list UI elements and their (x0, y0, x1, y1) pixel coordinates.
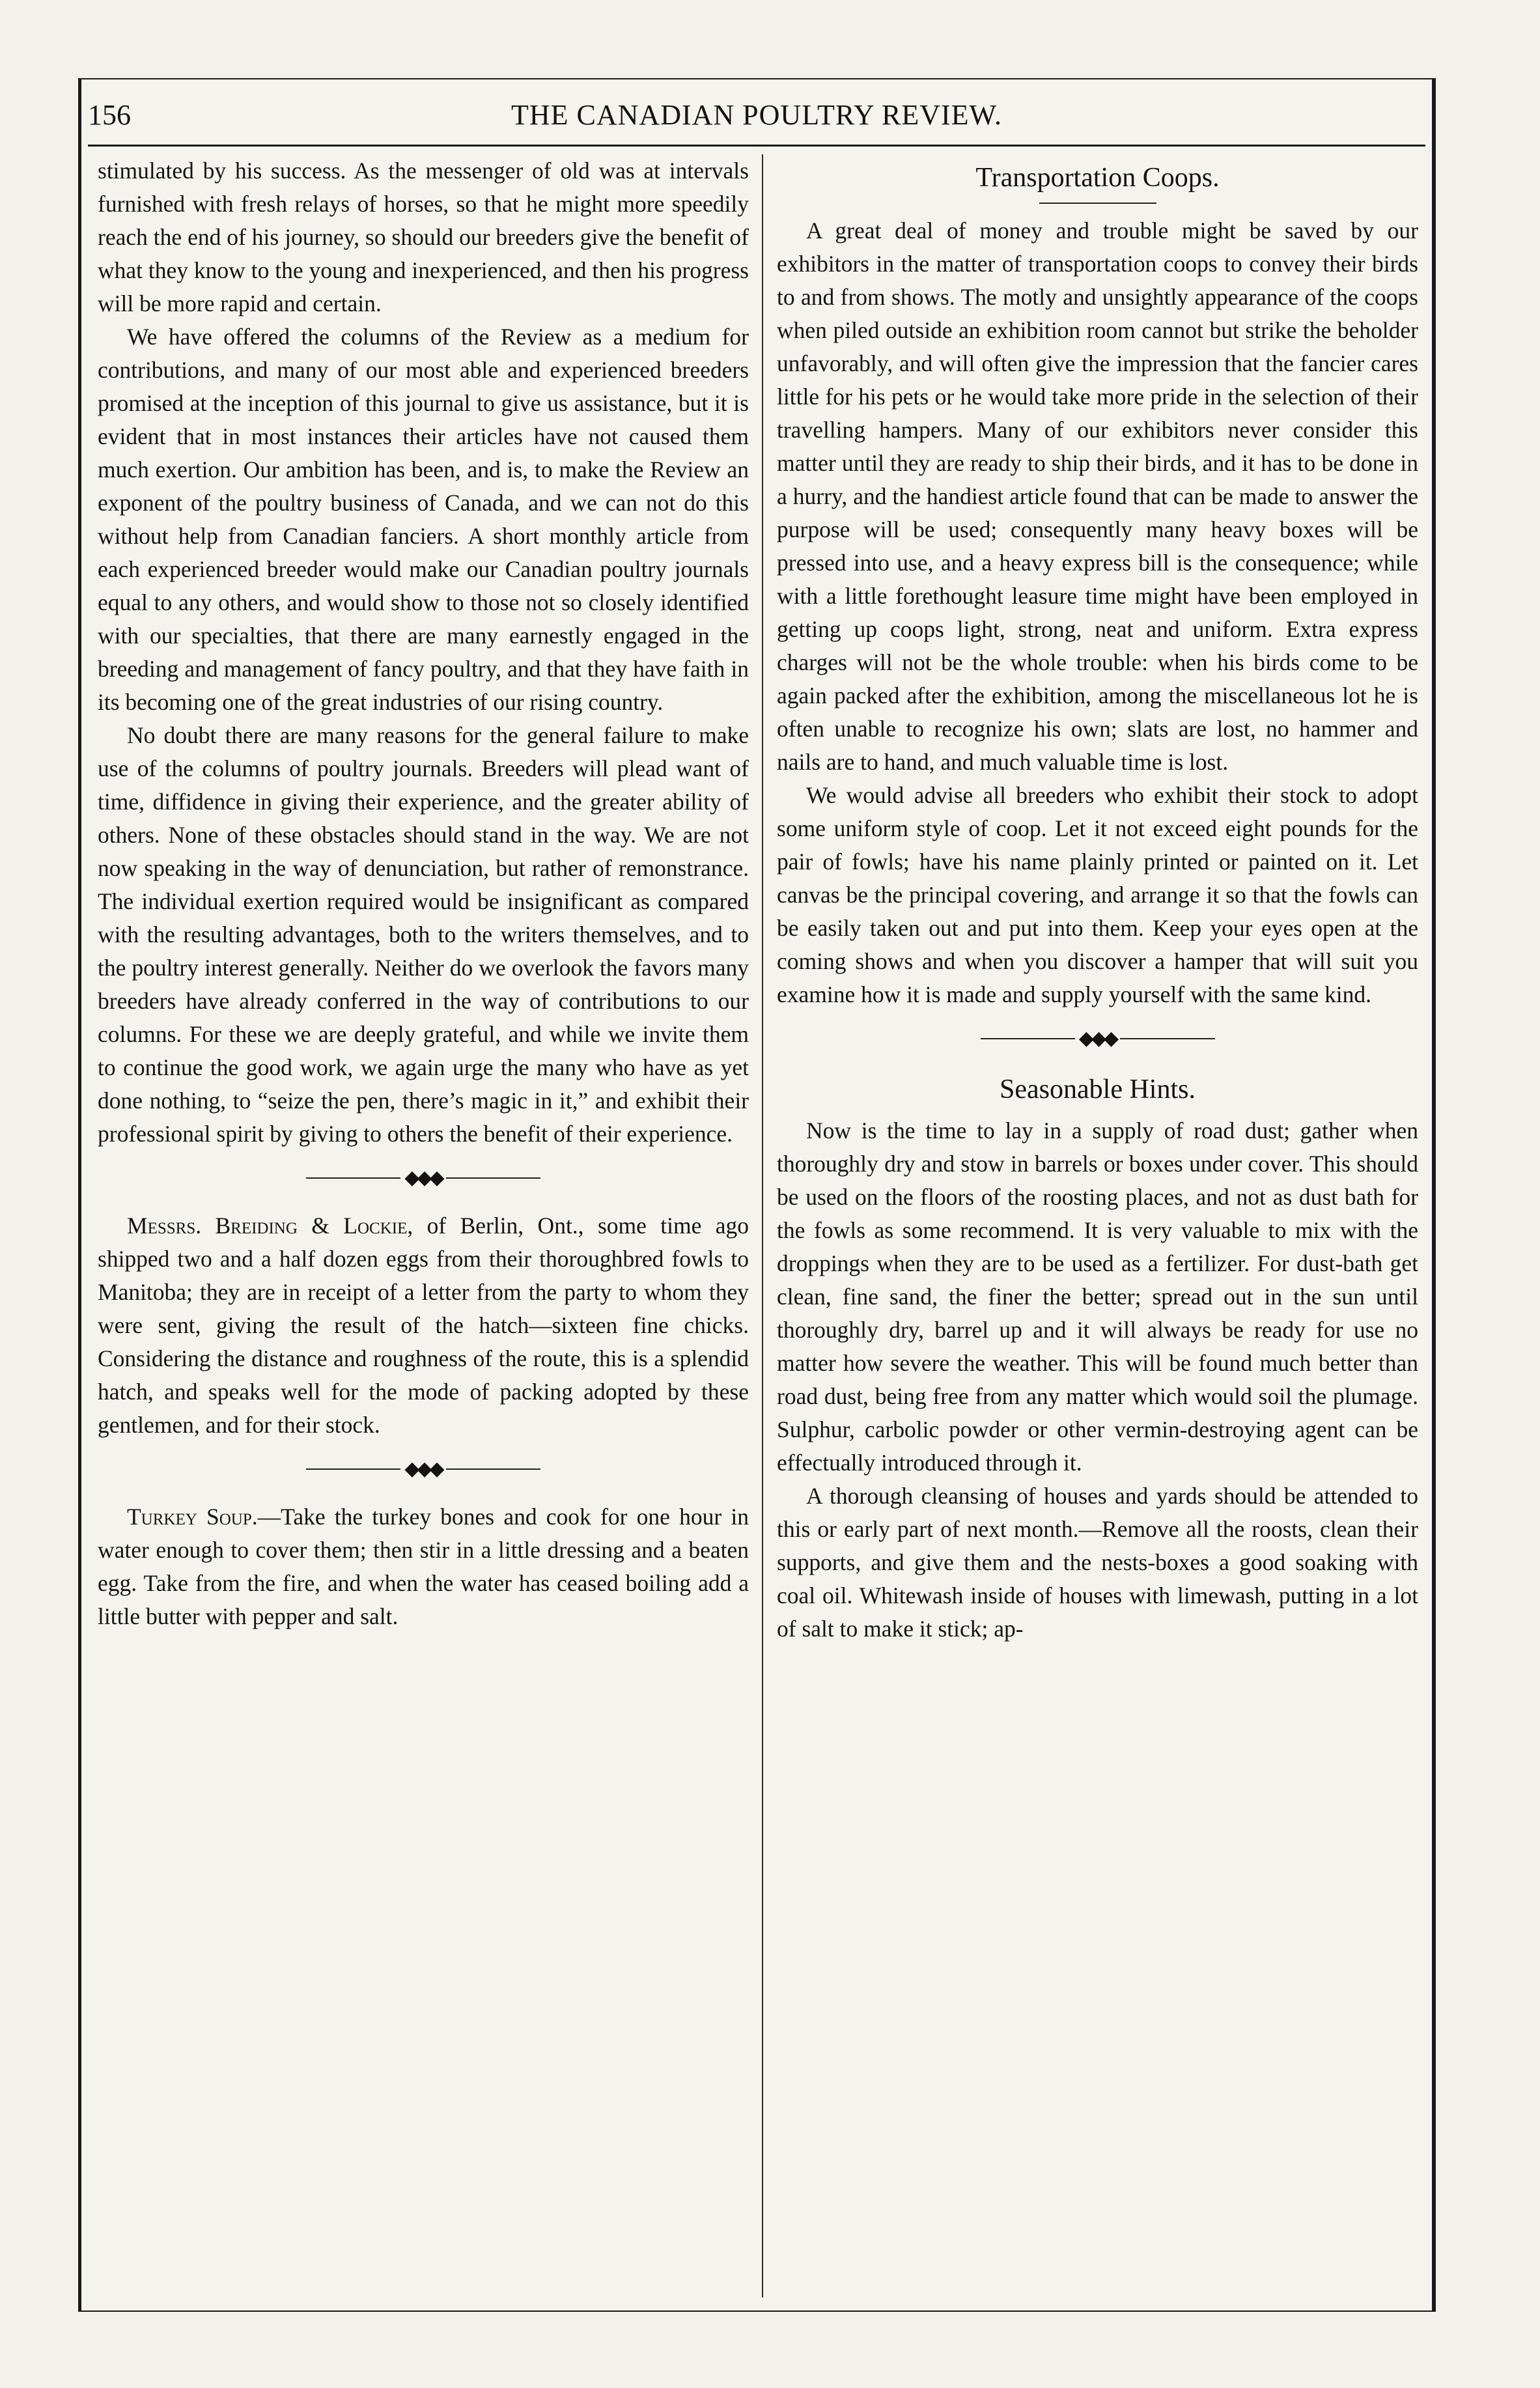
reasons-paragraph: No doubt there are many reasons for the general failure to make use of the columns of poultry journals. Breeders will plead want of time, diffidence in giving their experience, and the greater ability of others. None of these obstacles should stand in the way. We are not now speaking in the way of denunciation, but rather of remonstrance. The individual exertion required would be insignificant as compared with the resulting advantages, both to the writers themselves, and to the poultry interest generally. Neither do we overlook the favors many breeders have already conferred in the way of contributions to our columns. For these we are deeply grateful, and while we invite them to continue the good work, we again urge the many who have as yet done nothing, to “seize the pen, there’s magic in it,” and exhibit their professional spirit by giving to others the benefit of their experience. (98, 722, 749, 1147)
hints-paragraph-2: A thorough cleansing of houses and yards should be attended to this or early part of next month.—Remove all the roosts, clean their supports, and give them and the nests-boxes a good soaking with coal oil. Whitewash inside of houses with limewash, putting in a lot of salt to make it stick; ap- (777, 1483, 1418, 1642)
page (78, 78, 1436, 2312)
seasonable-hints-heading: Seasonable Hints. (1000, 1075, 1196, 1104)
messrs-body: of Berlin, Ont., some time ago shipped two and a half dozen eggs from their thoroughbred fowls to Manitoba; they are in receipt of a letter from the party to whom they were sent, giving the result of the hatch—sixteen fine chicks. Considering the distance and roughness of the route, this is a splendid hatch, and speaks well for the mode of packing adopted by these gentlemen, and for their stock. (98, 1213, 749, 1438)
right-column (777, 154, 1418, 2297)
page-number: 156 (88, 99, 131, 131)
transportation-paragraph-2: We would advise all breeders who exhibit their stock to adopt some uniform style of coop. Let it not exceed eight pounds for the pair of fowls; have his name plainly printed or painted on it. Let canvas be the principal covering, and arrange it so that the fowls can be easily taken out and put into them. Keep your eyes open at the coming shows and when you discover a hamper that will suit you examine how it is made and supply yourself with the same kind. (777, 782, 1418, 1007)
ornament-divider: ◆◆◆ (981, 1026, 1215, 1052)
transportation-heading: Transportation Coops. (975, 163, 1220, 193)
ornament-divider: ◆◆◆ (306, 1165, 540, 1191)
heading-rule (1039, 203, 1156, 204)
turkey-body: —Take the turkey bones and cook for one hour in water enough to cover them; then stir in a little dressing and a beaten egg. Take from the fire, and when the water has ceased boiling add a little butter with pepper and salt. (98, 1504, 749, 1629)
running-head (88, 92, 1425, 138)
header-rule (88, 145, 1425, 147)
turkey-soup-item (98, 1500, 749, 1633)
column-rule (762, 154, 763, 2297)
messrs-breiding-item (98, 1209, 749, 1442)
turkey-lead: Turkey Soup. (127, 1504, 258, 1530)
continued-paragraph: stimulated by his success. As the messenger of old was at intervals furnished with fresh relays of horses, so that he might more speedily reach the end of his journey, so should our breeders give the benefit of what they know to the young and inexperienced, and then his progress will be more rapid and certain. (98, 158, 749, 316)
transportation-paragraph-1: A great deal of money and trouble might be saved by our exhibitors in the matter of transportation coops to convey their birds to and from shows. The motly and unsightly appearance of the coops when piled outside an exhibition room cannot but strike the beholder unfavorably, and will often give the impression that the fancier cares little for his pets or he would take more pride in the selection of their travelling hampers. Many of our exhibitors never consider this matter until they are ready to ship their birds, and it has to be done in a hurry, and the handiest article found that can be made to answer the purpose will be used; consequently many heavy boxes will be pressed into use, and a heavy express bill is the consequence; while with a little forethought leasure time might have been employed in getting up coops light, strong, neat and uniform. Extra express charges will not be the whole trouble: when his birds come to be again packed after the exhibition, among the miscellaneous lot he is often unable to recognize his own; slats are lost, no hammer and nails are to hand, and much valuable time is lost. (777, 218, 1418, 775)
review-columns-paragraph: We have offered the columns of the Review as a medium for contributions, and many of our most able and experienced breeders promised at the inception of this journal to give us assistance, but it is evident that in most instances their articles have not caused them much exertion. Our ambition has been, and is, to make the Review an exponent of the poultry business of Canada, and we can not do this without help from Canadian fanciers. A short monthly article from each experienced breeder would make our Canadian poultry journals equal to any others, and would show to those not so closely identified with our specialties, that there are many earnestly engaged in the breeding and management of fancy poultry, and that they have faith in its becoming one of the great industries of our rising country. (98, 324, 749, 715)
messrs-lead: Messrs. Breiding & Lockie, (127, 1213, 413, 1239)
journal-title: THE CANADIAN POULTRY REVIEW. (511, 99, 1002, 131)
left-column (98, 154, 749, 2297)
hints-paragraph-1: Now is the time to lay in a supply of road dust; gather when thoroughly dry and stow in barrels or boxes under cover. This should be used on the floors of the roosting places, and not as dust bath for the fowls as some recommend. It is very valuable to mix with the droppings when they are to be used as a fertilizer. For dust-bath get clean, fine sand, the finer the better; spread out in the sun until thoroughly dry, barrel up and it will always be ready for use no matter how severe the weather. This will be found much better than road dust, being free from any matter which would soil the plumage. Sulphur, carbolic powder or other vermin-destroying agent can be effectually introduced through it. (777, 1117, 1418, 1476)
ornament-divider: ◆◆◆ (306, 1456, 540, 1482)
